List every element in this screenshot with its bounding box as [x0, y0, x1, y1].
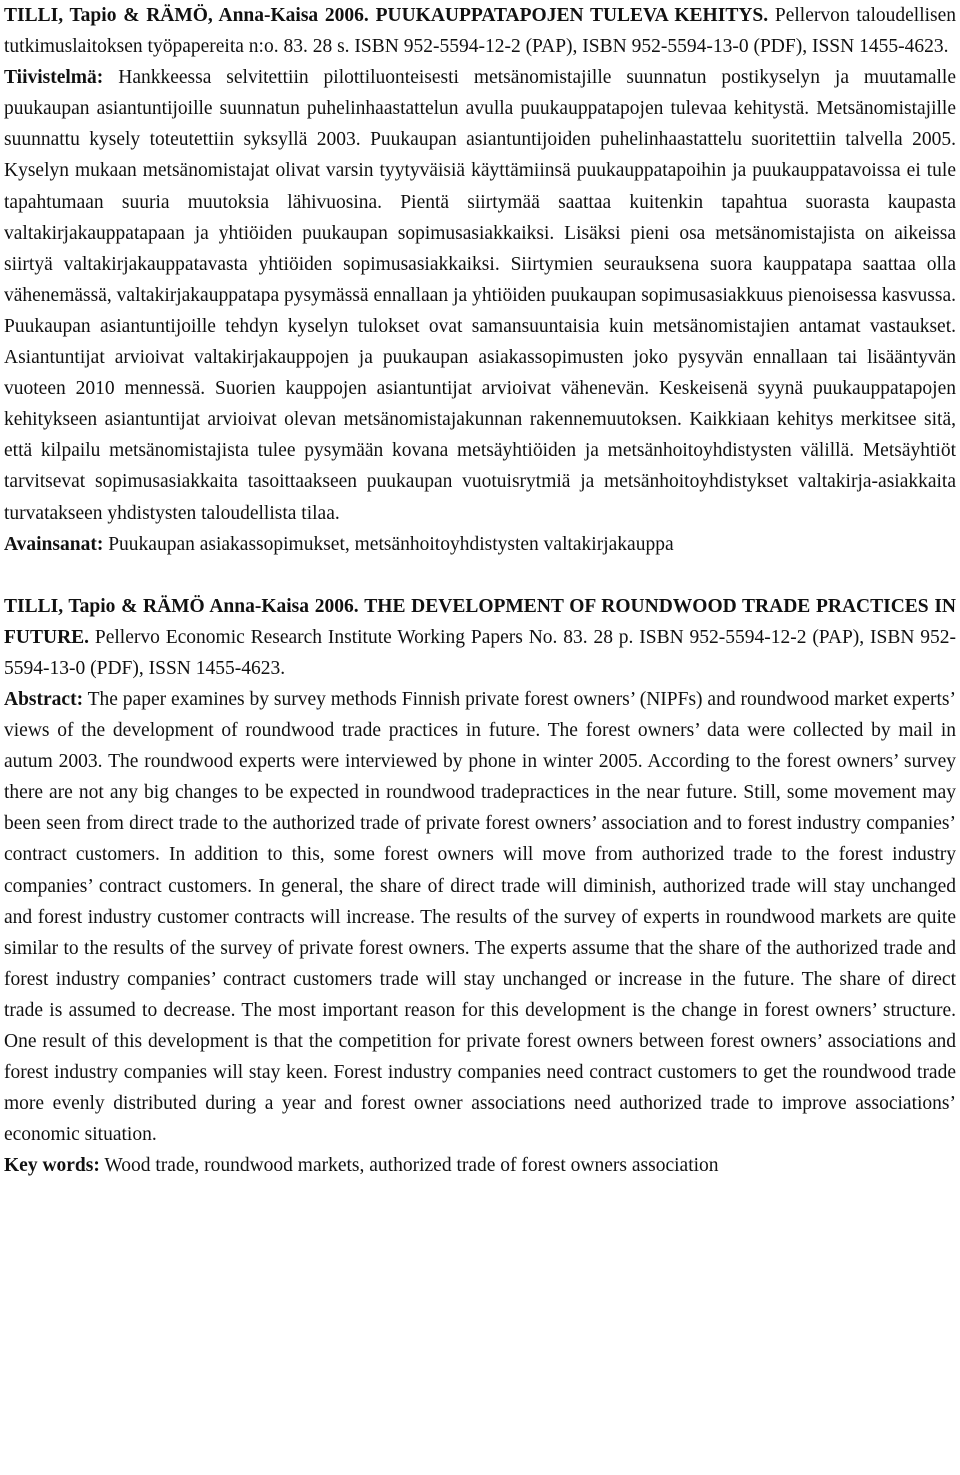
english-keywords-text: Wood trade, roundwood markets, authorized trade of forest owners association — [104, 1155, 719, 1177]
english-abstract — [4, 684, 956, 1150]
english-abstract-section — [4, 591, 956, 1182]
finnish-title: PUUKAUPPATAPOJEN TULEVA KEHITYS. — [375, 5, 769, 26]
finnish-keywords-label: Avainsanat: — [4, 533, 104, 555]
finnish-abstract-section — [4, 0, 956, 560]
english-citation-block — [4, 591, 956, 684]
finnish-abstract-label: Tiivistelmä: — [4, 67, 104, 89]
english-abstract-label: Abstract: — [4, 688, 84, 710]
finnish-keywords-text: Puukaupan asiakassopimukset, metsänhoitoyhdistysten valtakirjakauppa — [108, 533, 674, 555]
section-spacer — [4, 560, 956, 591]
document-page — [4, 0, 956, 1181]
english-abstract-text: The paper examines by survey methods Finnish private forest owners’ (NIPFs) and roundwood market experts’ views of the development of roundwood trade practices in future. The forest owners’ data were collected by mail in autum 2003. The roundwood experts were interviewed by phone in winter 2005. According to the forest owners’ survey there are not any big changes to be expected in roundwood tradepractices in the near future. Still, some movement may been seen from direct trade to the authorized trade of private forest owners’ association and to forest industry companies’ contract customers. In addition to this, some forest owners will move from authorized trade to the forest industry companies’ contract customers. In general, the share of direct trade will diminish, authorized trade will stay unchanged and forest industry customer contracts will increase. The results of the survey of experts in roundwood markets are quite similar to the results of the survey of private forest owners. The experts assume that the share of the authorized trade and forest industry companies’ contract customers trade will stay unchanged or increase in the future. The share of direct trade is assumed to decrease. The most important reason for this development is the change in forest owners’ structure. One result of this development is that the competition for private forest owners between forest owners’ associations and forest industry companies will stay keen. Forest industry companies need contract customers to get the roundwood trade more evenly distributed during a year and forest owner associations need authorized trade to improve associations’ economic situation. — [4, 688, 957, 1146]
finnish-keywords — [4, 529, 956, 560]
english-title: THE DEVELOPMENT OF ROUNDWOOD TRADE PRACTICES IN FUTURE. — [4, 595, 957, 648]
english-citation: Pellervo Economic Research Institute Working Papers No. 83. 28 p. ISBN 952-5594-12-2 (PAP), ISBN 952-5594-13-0 (PDF), ISSN 1455-4623. — [4, 626, 957, 679]
finnish-citation-block — [4, 0, 956, 62]
english-keywords-label: Key words: — [4, 1155, 100, 1177]
finnish-abstract — [4, 62, 956, 528]
finnish-authors: TILLI, Tapio & RÄMÖ, Anna-Kaisa 2006. — [4, 5, 369, 26]
finnish-citation: Pellervon taloudellisen tutkimuslaitoksen työpapereita n:o. 83. 28 s. ISBN 952-5594-12-2 (PAP), ISBN 952-5594-13-0 (PDF), ISSN 1455-4623. — [4, 5, 957, 58]
english-keywords — [4, 1150, 956, 1181]
english-authors: TILLI, Tapio & RÄMÖ Anna-Kaisa 2006. — [4, 595, 359, 617]
finnish-abstract-text: Hankkeessa selvitettiin pilottiluonteisesti metsänomistajille suunnatun postikyselyn ja muutamalle puukaupan asiantuntijoille suunnatun puhelinhaastattelun avulla puukauppatapojen tulevaa kehitystä. Metsänomistajille suunnattu kysely toteutettiin syksyllä 2003. Puukaupan asiantuntijoiden puhelinhaastattelu suoritettiin talvella 2005. Kyselyn mukaan metsänomistajat olivat varsin tyytyväisiä käyttämiinsä puukauppatapoihin ja puukauppatavoissa ei tule tapahtumaan suuria muutoksia lähivuosina. Pientä siirtymää saattaa kuitenkin tapahtua suorasta kaupasta valtakirjakauppatapaan ja yhtiöiden puukaupan sopimusasiakkaiksi. Lisäksi pieni osa metsänomistajista on aikeissa siirtyä valtakirjakauppatavasta yhtiöiden sopimusasiakkaiksi. Siirtymien seurauksena suora kauppatapa saattaa olla vähenemässä, valtakirjakauppatapa pysymässä ennallaan ja yhtiöiden puukaupan sopimusasiakkuus pienoisessa kasvussa. Puukaupan asiantuntijoille tehdyn kyselyn tulokset ovat samansuuntaisia kuin metsänomistajien antamat vastaukset. Asiantuntijat arvioivat valtakirjakauppojen ja puukaupan asiakassopimusten joko pysyvän ennallaan tai lisääntyvän vuoteen 2010 mennessä. Suorien kauppojen asiantuntijat arvioivat vähenevän. Keskeisenä syynä puukauppatapojen kehitykseen asiantuntijat arvioivat olevan metsänomistajakunnan rakennemuutoksen. Kaikkiaan kehitys merkitsee sitä, että kilpailu metsänomistajista tulee pysymään kovana metsäyhtiöiden ja metsänhoitoyhdistysten välillä. Metsäyhtiöt tarvitsevat sopimusasiakkaita tasoittaakseen puukaupan vuotuisrytmiä ja metsänhoitoyhdistykset valtakirja-asiakkaita turvatakseen yhdistysten taloudellista tilaa. — [4, 67, 956, 524]
